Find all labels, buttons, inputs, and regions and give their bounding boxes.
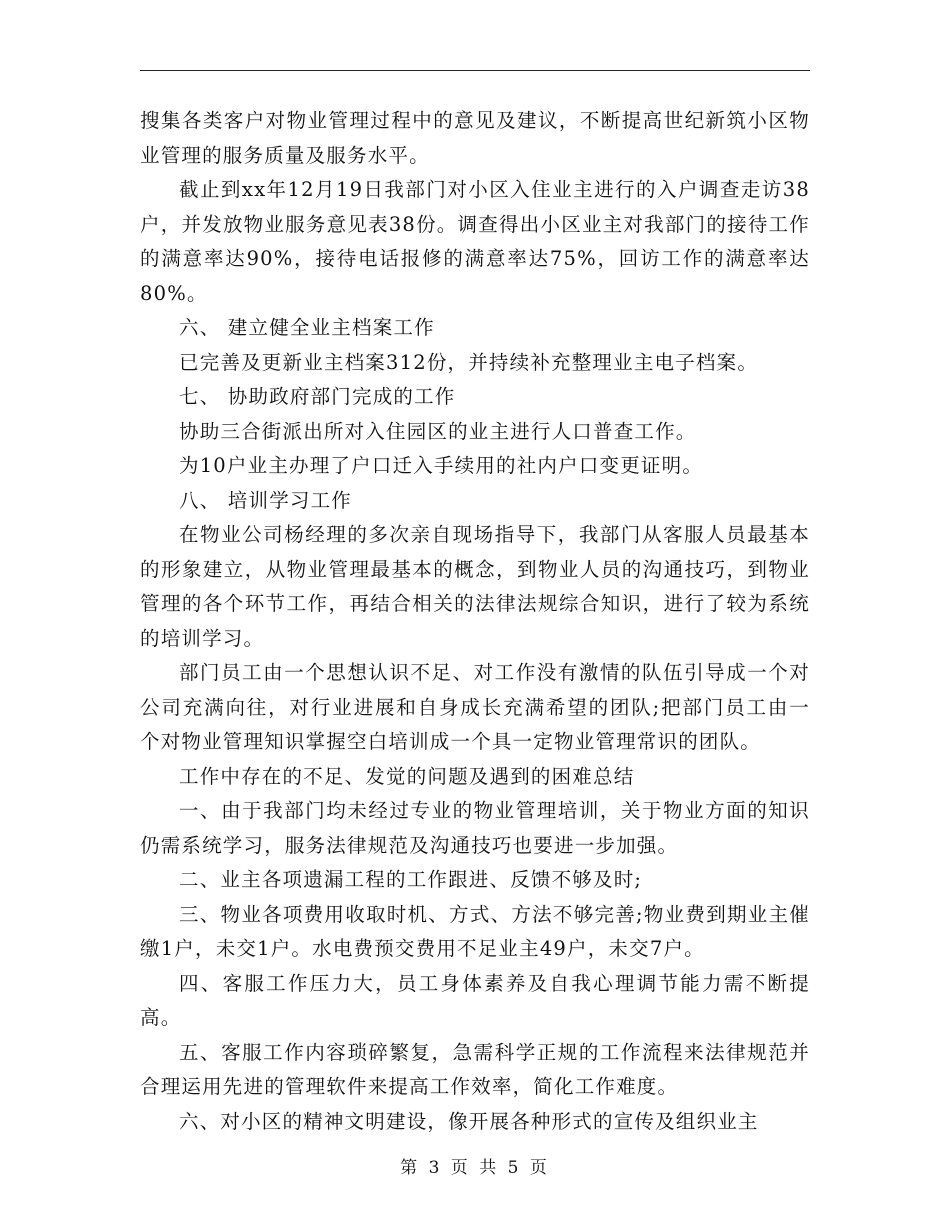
issue-2: 二、业主各项遗漏工程的工作跟进、反馈不够及时; — [179, 868, 643, 891]
summary-heading: 工作中存在的不足、发觉的问题及遇到的困难总结 — [179, 764, 635, 788]
paragraph-1: 搜集各类客户对物业管理过程中的意见及建议，不断提高世纪新筑小区物业管理的服务质量及服务水平。 — [140, 109, 810, 167]
issue-3: 三、物业各项费用收取时机、方式、方法不够完善;物业费到期业主催缴1户，未交1户。水电费预交费用不足业主49户，未交7户。 — [140, 902, 810, 960]
paragraph-3: 已完善及更新业主档案312份，并持续补充整理业主电子档案。 — [179, 350, 759, 374]
paragraph-4: 协助三合街派出所对入住园区的业主进行人口普查工作。 — [179, 419, 697, 443]
paragraph-2: 截止到xx年12月19日我部门对小区入住业主进行的入户调查走访38户，并发放物业服务意见表38份。调查得出小区业主对我部门的接待工作的满意率达90%，接待电话报修的满意率达75%，回访工作的满意率达80%。 — [140, 178, 810, 305]
issue-1: 一、由于我部门均未经过专业的物业管理培训，关于物业方面的知识仍需系统学习，服务法律规范及沟通技巧也要进一步加强。 — [140, 799, 810, 857]
page-number-footer: 第 3 页 共 5 页 — [400, 1158, 550, 1178]
paragraph-6: 在物业公司杨经理的多次亲自现场指导下，我部门从客服人员最基本的形象建立，从物业管理最基本的概念，到物业人员的沟通技巧，到物业管理的各个环节工作，再结合相关的法律法规综合知识，进行了较为系统的培训学习。 — [140, 523, 810, 650]
issue-6: 六、对小区的精神文明建设，像开展各种形式的宣传及组织业主 — [179, 1109, 759, 1133]
issue-5: 五、客服工作内容琐碎繁复，急需科学正规的工作流程来法律规范并合理运用先进的管理软件来提高工作效率，简化工作难度。 — [140, 1040, 810, 1098]
paragraph-5: 为10户业主办理了户口迁入手续用的社内户口变更证明。 — [179, 454, 704, 477]
issue-4: 四、客服工作压力大，员工身体素养及自我心理调节能力需不断提高。 — [140, 971, 810, 1029]
paragraph-7: 部门员工由一个思想认识不足、对工作没有激情的队伍引导成一个对公司充满向往，对行业进展和自身成长充满希望的团队;把部门员工由一个对物业管理知识掌握空白培训成一个具一定物业管理常识的团队。 — [140, 661, 810, 753]
header-rule — [140, 70, 810, 71]
section-heading-7: 七、 协助政府部门完成的工作 — [179, 385, 456, 408]
section-heading-6: 六、 建立健全业主档案工作 — [179, 316, 435, 339]
document-body — [140, 104, 810, 1139]
section-heading-8: 八、 培训学习工作 — [179, 488, 352, 512]
